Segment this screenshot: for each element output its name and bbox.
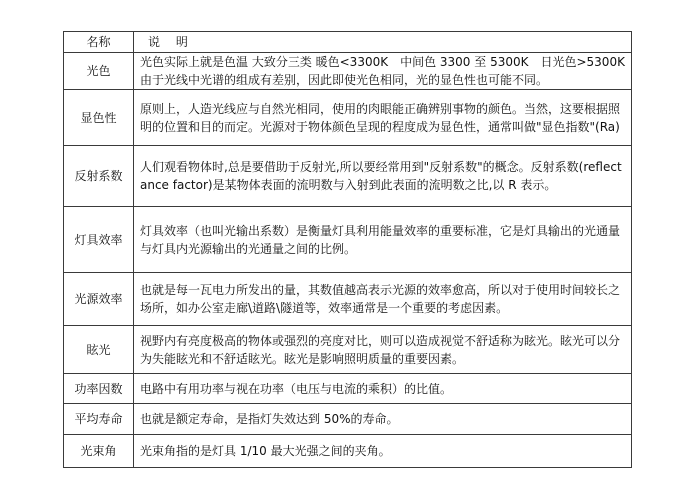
table-row bbox=[64, 404, 632, 435]
lighting-terms-table bbox=[63, 31, 632, 468]
table-row bbox=[64, 273, 632, 326]
term-description: 灯具效率（也叫光输出系数）是衡量灯具利用能量效率的重要标准，它是灯具输出的光通量与灯具内光源输出的光通量之间的比例。 bbox=[134, 207, 632, 273]
term-name: 反射系数 bbox=[64, 146, 134, 207]
table-row bbox=[64, 435, 632, 468]
table-row bbox=[64, 90, 632, 146]
term-description: 视野内有亮度极高的物体或强烈的亮度对比，则可以造成视觉不舒适称为眩光。眩光可以分为失能眩光和不舒适眩光。眩光是影响照明质量的重要因素。 bbox=[134, 326, 632, 374]
term-description: 光束角指的是灯具 1/10 最大光强之间的夹角。 bbox=[134, 435, 632, 468]
table-row bbox=[64, 146, 632, 207]
term-description: 也就是额定寿命，是指灯失效达到 50%的寿命。 bbox=[134, 404, 632, 435]
glossary-table-wrapper bbox=[63, 31, 631, 468]
term-description: 人们观看物体时,总是要借助于反射光,所以要经常用到"反射系数"的概念。反射系数(reflectance factor)是某物体表面的流明数与入射到此表面的流明数之比,以 R 表示。 bbox=[134, 146, 632, 207]
term-name: 功率因数 bbox=[64, 374, 134, 404]
table-header-row bbox=[64, 32, 632, 53]
term-name: 光源效率 bbox=[64, 273, 134, 326]
term-name: 眩光 bbox=[64, 326, 134, 374]
term-description: 电路中有用功率与视在功率（电压与电流的乘积）的比值。 bbox=[134, 374, 632, 404]
term-description: 光色实际上就是色温 大致分三类 暖色<3300K 中间色 3300 至 5300K 日光色>5300K 由于光线中光谱的组成有差别，因此即使光色相同，光的显色性也可能不同。 bbox=[134, 53, 632, 90]
table-row bbox=[64, 207, 632, 273]
table-row bbox=[64, 374, 632, 404]
table-row bbox=[64, 326, 632, 374]
header-name: 名称 bbox=[64, 32, 134, 53]
term-name: 显色性 bbox=[64, 90, 134, 146]
table-row bbox=[64, 53, 632, 90]
term-name: 光色 bbox=[64, 53, 134, 90]
term-name: 平均寿命 bbox=[64, 404, 134, 435]
term-name: 灯具效率 bbox=[64, 207, 134, 273]
term-description: 原则上，人造光线应与自然光相同，使用的肉眼能正确辨别事物的颜色。当然，这要根据照明的位置和目的而定。光源对于物体颜色呈现的程度成为显色性，通常叫做"显色指数"(Ra) bbox=[134, 90, 632, 146]
term-description: 也就是每一瓦电力所发出的量，其数值越高表示光源的效率愈高，所以对于使用时间较长之场所，如办公室走廊\道路\隧道等，效率通常是一个重要的考虑因素。 bbox=[134, 273, 632, 326]
header-description: 说 明 bbox=[134, 32, 632, 53]
term-name: 光束角 bbox=[64, 435, 134, 468]
